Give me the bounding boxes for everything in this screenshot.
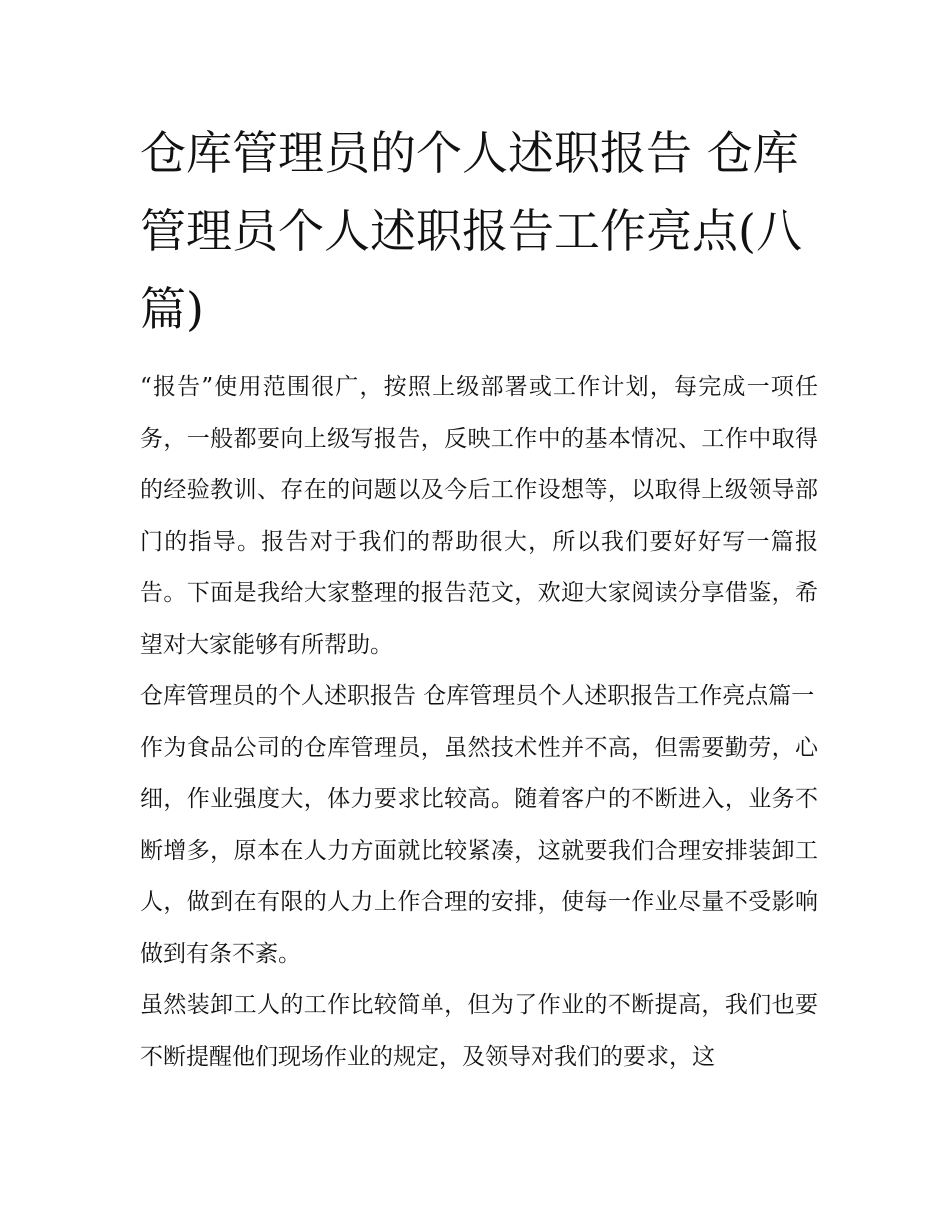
body-paragraph: 作为食品公司的仓库管理员，虽然技术性并不高，但需要勤劳，心细，作业强度大，体力要求比较高。随着客户的不断进入，业务不断增多，原本在人力方面就比较紧凑，这就要我们合理安排装卸工人，做到在有限的人力上作合理的安排，使每一作业尽量不受影响做到有条不紊。 <box>140 734 818 967</box>
document-title: 仓库管理员的个人述职报告 仓库管理员个人述职报告工作亮点(八篇) <box>140 126 802 336</box>
section-heading: 仓库管理员的个人述职报告 仓库管理员个人述职报告工作亮点篇一 <box>140 683 815 709</box>
document-body <box>140 114 818 1083</box>
body-paragraph: 虽然装卸工人的工作比较简单，但为了作业的不断提高，我们也要不断提醒他们现场作业的规定，及领导对我们的要求，这 <box>140 992 818 1070</box>
intro-paragraph: “报告”使用范围很广，按照上级部署或工作计划，每完成一项任务，一般都要向上级写报告，反映工作中的基本情况、工作中取得的经验教训、存在的问题以及今后工作设想等，以取得上级领导部门的指导。报告对于我们的帮助很大，所以我们要好好写一篇报告。下面是我给大家整理的报告范文，欢迎大家阅读分享借鉴，希望对大家能够有所帮助。 <box>140 374 818 658</box>
